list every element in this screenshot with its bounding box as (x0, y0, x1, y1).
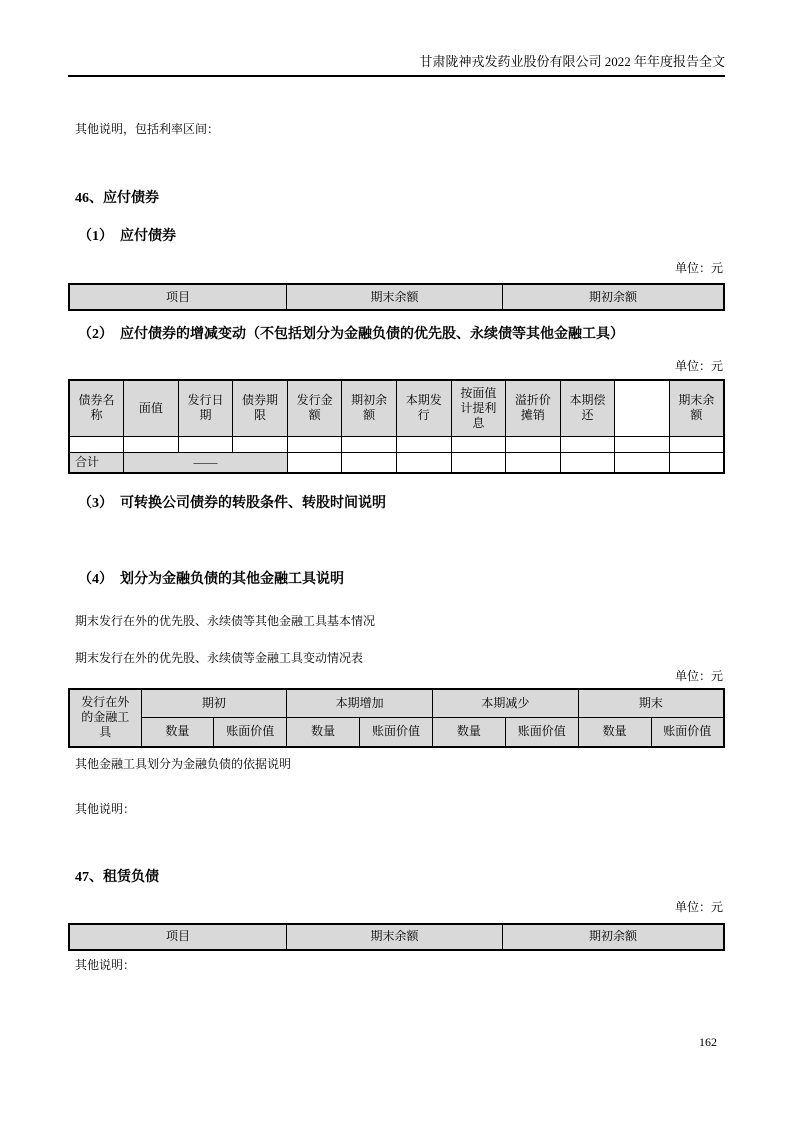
page-content (68, 121, 725, 973)
empty-cell (396, 452, 451, 473)
empty-cell (178, 436, 233, 452)
note-other: 其他说明： (75, 801, 136, 816)
total-dash-cell: —— (124, 452, 288, 473)
empty-cell (560, 436, 615, 452)
empty-cell (506, 436, 561, 452)
empty-cell (287, 452, 342, 473)
empty-cell (69, 436, 124, 452)
unit-label: 单位：元 (674, 668, 723, 683)
unit-label: 单位：元 (674, 899, 723, 914)
empty-cell (615, 452, 670, 473)
section-46-4-title: （4） 划分为金融负债的其他金融工具说明 (78, 571, 344, 587)
note-classification-basis: 其他金融工具划分为金融负债的依据说明 (75, 756, 292, 771)
empty-cell (669, 452, 724, 473)
note-other: 其他说明： (75, 957, 136, 972)
empty-cell (669, 436, 724, 452)
empty-cell (342, 436, 397, 452)
column-header-closing-balance: 期末余额 (286, 924, 502, 950)
total-row (69, 452, 724, 473)
subheader-quantity: 数量 (578, 718, 651, 747)
empty-cell (506, 452, 561, 473)
subheader-carrying-value: 账面价值 (214, 718, 287, 747)
subheader-carrying-value: 账面价值 (505, 718, 578, 747)
report-title: 甘肃陇神戎发药业股份有限公司 2022 年年度报告全文 (419, 54, 725, 69)
empty-cell (451, 452, 506, 473)
group-header-closing: 期末 (578, 689, 724, 718)
section-47-title: 47、租赁负债 (75, 869, 159, 885)
corner-header-outstanding-instruments: 发行在外的金融工具 (69, 689, 141, 747)
table-header-row (69, 380, 724, 436)
section-46-title: 46、应付债券 (75, 191, 159, 206)
column-header-interest-at-face: 按面值计提利息 (451, 380, 506, 436)
report-header (68, 0, 725, 77)
table-header-row (69, 924, 724, 950)
column-header-premium-amortization: 溢折价摊销 (506, 380, 561, 436)
column-header-item: 项目 (69, 284, 286, 310)
empty-cell (451, 436, 506, 452)
empty-cell (560, 452, 615, 473)
empty-data-row (69, 436, 724, 452)
column-header-opening-balance: 期初余额 (342, 380, 397, 436)
empty-cell (342, 452, 397, 473)
empty-cell (287, 436, 342, 452)
bonds-payable-table (68, 283, 725, 311)
group-header-opening: 期初 (141, 689, 287, 718)
empty-cell (615, 436, 670, 452)
column-header-closing-balance: 期末余额 (286, 284, 502, 310)
financial-instruments-change-table (68, 688, 725, 748)
column-header-blank (615, 380, 670, 436)
column-header-opening-balance: 期初余额 (503, 924, 724, 950)
empty-cell (396, 436, 451, 452)
column-header-issue-date: 发行日期 (178, 380, 233, 436)
table-group-header-row (69, 689, 724, 718)
column-header-face-value: 面值 (124, 380, 179, 436)
note-outstanding-instruments-change: 期末发行在外的优先股、永续债等金融工具变动情况表 (75, 650, 364, 665)
page-number: 162 (699, 1035, 717, 1049)
group-header-decrease: 本期减少 (433, 689, 579, 718)
subheader-quantity: 数量 (141, 718, 214, 747)
total-label-cell: 合计 (69, 452, 124, 473)
group-header-increase: 本期增加 (287, 689, 433, 718)
column-header-item: 项目 (69, 924, 286, 950)
section-46-3-title: （3） 可转换公司债券的转股条件、转股时间说明 (78, 495, 386, 511)
unit-label: 单位：元 (674, 359, 723, 373)
column-header-closing-balance: 期末余额 (669, 380, 724, 436)
unit-label: 单位：元 (674, 261, 723, 275)
section-46-2-title: （2） 应付债券的增减变动（不包括划分为金融负债的优先股、永续债等其他金融工具） (78, 327, 624, 342)
column-header-issue-amount: 发行金额 (287, 380, 342, 436)
table-subheader-row (69, 718, 724, 747)
note-outstanding-instruments-basic: 期末发行在外的优先股、永续债等其他金融工具基本情况 (75, 613, 376, 628)
other-note-interest-range: 其他说明，包括利率区间： (75, 122, 220, 136)
empty-cell (124, 436, 179, 452)
subheader-carrying-value: 账面价值 (651, 718, 724, 747)
subheader-quantity: 数量 (433, 718, 506, 747)
column-header-current-issue: 本期发行 (396, 380, 451, 436)
section-46-1-title: （1） 应付债券 (78, 229, 176, 244)
column-header-current-repayment: 本期偿还 (560, 380, 615, 436)
subheader-carrying-value: 账面价值 (360, 718, 433, 747)
subheader-quantity: 数量 (287, 718, 360, 747)
bonds-change-table (68, 379, 725, 474)
lease-liabilities-table (68, 923, 725, 951)
empty-cell (233, 436, 288, 452)
column-header-opening-balance: 期初余额 (503, 284, 724, 310)
table-header-row (69, 284, 724, 310)
column-header-bond-term: 债券期限 (233, 380, 288, 436)
column-header-bond-name: 债券名称 (69, 380, 124, 436)
